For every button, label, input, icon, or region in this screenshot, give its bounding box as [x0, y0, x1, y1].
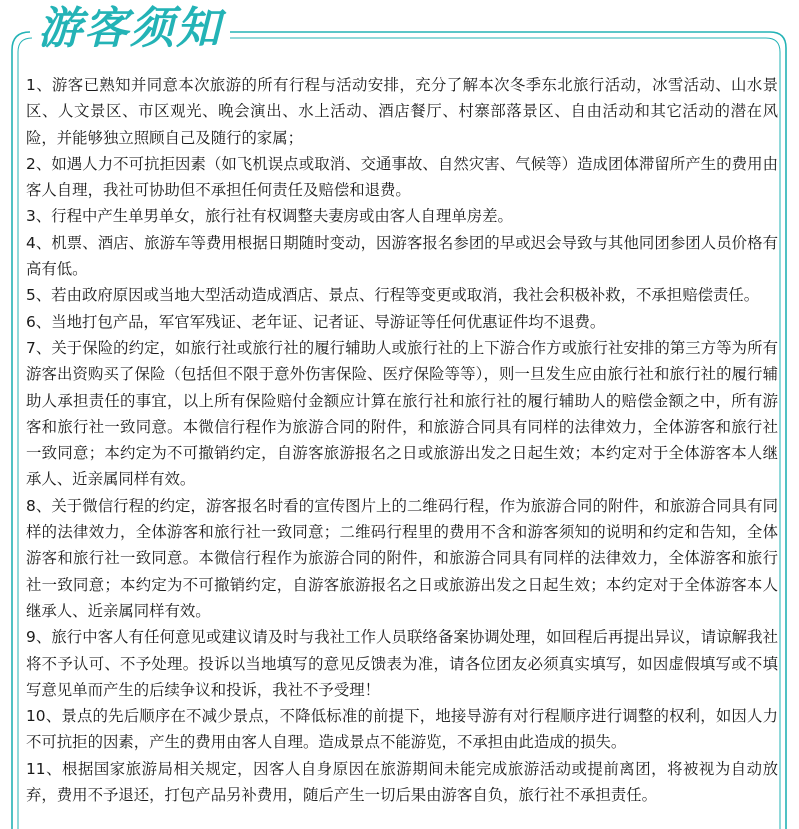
- notice-item-11: 11、根据国家旅游局相关规定，因客人自身原因在旅游期间未能完成旅游活动或提前离团，将被视为自动放弃，费用不予退还，打包产品另补费用，随后产生一切后果由游客自负，旅行社不承担责任。: [26, 759, 778, 805]
- notice-item-3: 3、行程中产生单男单女，旅行社有权调整夫妻房或由客人自理单房差。: [26, 207, 513, 226]
- notice-item-9: 9、旅行中客人有任何意见或建议请及时与我社工作人员联络备案协调处理，如回程后再提出异议，请谅解我社将不予认可、不予处理。投诉以当地填写的意见反馈表为准，请各位团友必须真实填写，如因虚假填写或不填写意见单而产生的后续争议和投诉，我社不予受理！: [26, 628, 778, 699]
- notice-content: [26, 72, 778, 808]
- notice-item-10: 10、景点的先后顺序在不减少景点，不降低标准的前提下，地接导游有对行程顺序进行调整的权利，如因人力不可抗拒的因素，产生的费用由客人自理。造成景点不能游览，不承担由此造成的损失。: [26, 707, 778, 752]
- notice-item-7: 7、关于保险的约定，如旅行社或旅行社的履行辅助人或旅行社的上下游合作方或旅行社安排的第三方等为所有游客出资购买了保险（包括但不限于意外伤害保险、医疗保险等等），则一旦发生应由旅行社和旅行社的履行辅助人承担责任的事宜，以上所有保险赔付金额应计算在旅行社和旅行社的履行辅助人的赔偿金额之中，所有游客和旅行社一致同意。本微信行程作为旅游合同的附件，和旅游合同具有同样的法律效力，全体游客和旅行社一致同意；本约定为不可撤销约定，自游客旅游报名之日或旅游出发之日起生效；本约定对于全体游客本人继承人、近亲属同样有效。: [26, 338, 778, 489]
- notice-item-8: 8、关于微信行程的约定，游客报名时看的宣传图片上的二维码行程，作为旅游合同的附件，和旅游合同具有同样的法律效力，全体游客和旅行社一致同意；二维码行程里的费用不含和游客须知的说明和约定和告知，全体游客和旅行社一致同意。本微信行程作为旅游合同的附件，和旅游合同具有同样的法律效力，全体游客和旅行社一致同意；本约定为不可撤销约定，自游客旅游报名之日或旅游出发之日起生效；本约定对于全体游客本人继承人、近亲属同样有效。: [26, 496, 778, 620]
- notice-item-1: 1、游客已熟知并同意本次旅游的所有行程与活动安排，充分了解本次冬季东北旅行活动，冰雪活动、山水景区、人文景区、市区观光、晚会演出、水上活动、酒店餐厅、村寨部落景区、自由活动和其它活动的潜在风险，并能够独立照顾自己及随行的家属；: [26, 76, 778, 147]
- notice-item-2: 2、如遇人力不可抗拒因素（如飞机误点或取消、交通事故、自然灾害、气候等）造成团体滞留所产生的费用由客人自理，我社可协助但不承担任何责任及赔偿和退费。: [26, 154, 778, 200]
- page-title: 游客须知: [38, 3, 222, 54]
- notice-item-5: 5、若由政府原因或当地大型活动造成酒店、景点、行程等变更或取消，我社会积极补救，不承担赔偿责任。: [26, 286, 760, 305]
- notice-item-4: 4、机票、酒店、旅游车等费用根据日期随时变动，因游客报名参团的早或迟会导致与其他同团参团人员价格有高有低。: [26, 233, 778, 279]
- notice-item-6: 6、当地打包产品，军官军残证、老年证、记者证、导游证等任何优惠证件均不退费。: [26, 312, 606, 331]
